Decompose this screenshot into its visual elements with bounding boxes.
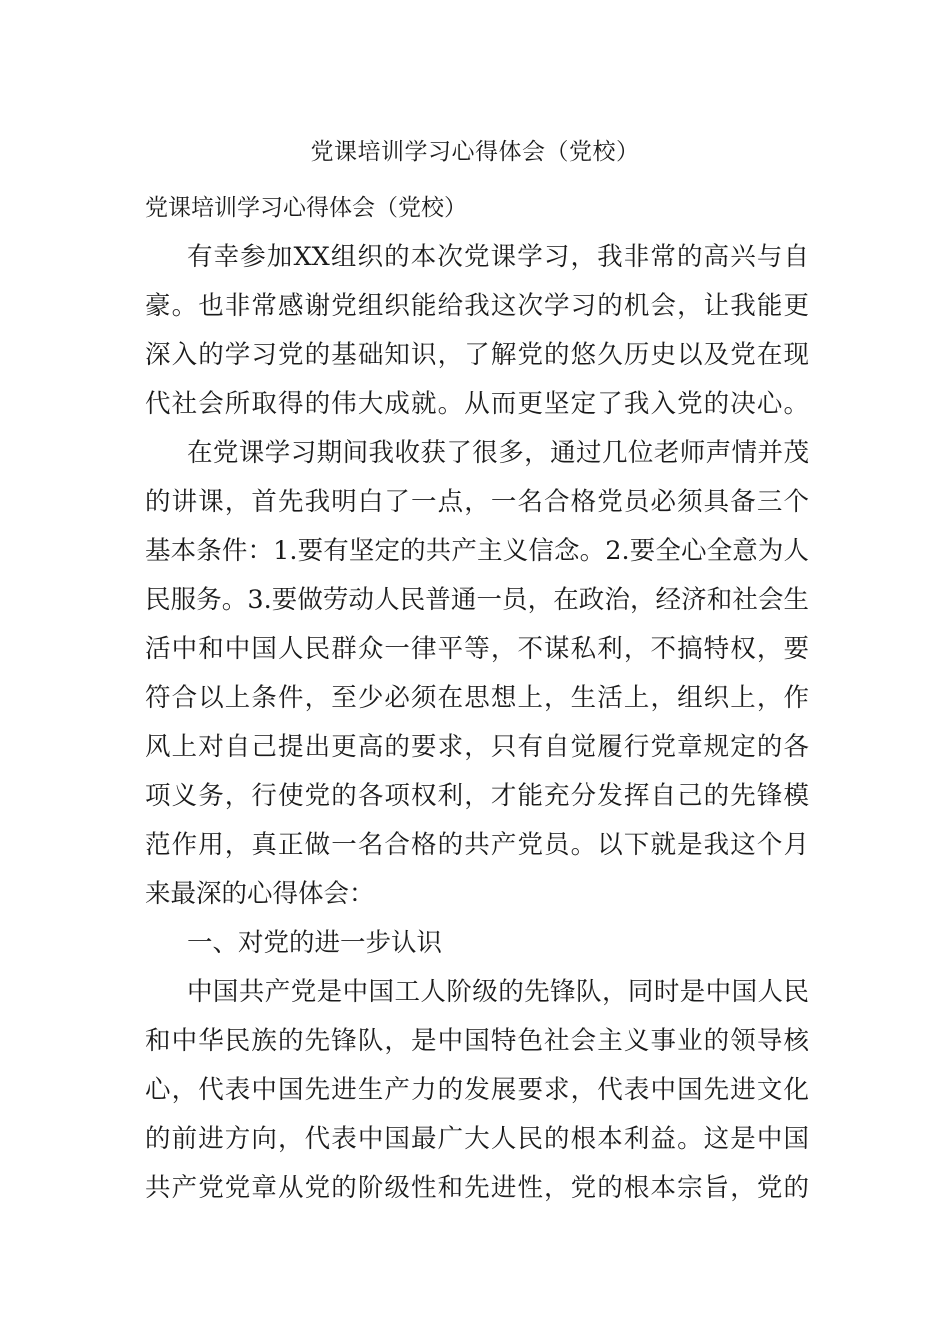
paragraph-3-line-5: 共产党党章从党的阶级性和先进性，党的根本宗旨，党的 <box>145 1173 809 1203</box>
document-body <box>145 184 809 1213</box>
paragraph-3-line-4: 的前进方向，代表中国最广大人民的根本利益。这是中国 <box>145 1124 809 1154</box>
paragraph-3-line-3: 心，代表中国先进生产力的发展要求，代表中国先进文化 <box>145 1075 809 1105</box>
paragraph-2-line-7: 风上对自己提出更高的要求，只有自觉履行党章规定的各 <box>145 732 809 762</box>
paragraph-1-line-1: 有幸参加XX组织的本次党课学习，我非常的高兴与自 <box>187 242 809 272</box>
paragraph-3-line-1: 中国共产党是中国工人阶级的先锋队，同时是中国人民 <box>187 977 809 1007</box>
paragraph-2-line-2: 的讲课，首先我明白了一点，一名合格党员必须具备三个 <box>145 487 809 517</box>
paragraph-2-line-1: 在党课学习期间我收获了很多，通过几位老师声情并茂 <box>187 438 809 468</box>
paragraph-2-line-9: 范作用，真正做一名合格的共产党员。以下就是我这个月 <box>145 830 809 860</box>
section-heading-1: 一、对党的进一步认识 <box>187 928 443 958</box>
paragraph-2-line-8: 项义务，行使党的各项权利，才能充分发挥自己的先锋模 <box>145 781 809 811</box>
paragraph-3-line-2: 和中华民族的先锋队，是中国特色社会主义事业的领导核 <box>145 1026 809 1056</box>
paragraph-2-line-5: 活中和中国人民群众一律平等，不谋私利，不搞特权，要 <box>145 634 809 664</box>
paragraph-2-line-10: 来最深的心得体会： <box>145 879 375 909</box>
paragraph-1-line-3: 深入的学习党的基础知识，了解党的悠久历史以及党在现 <box>145 340 809 370</box>
document-subtitle: 党课培训学习心得体会（党校） <box>145 195 467 221</box>
paragraph-1-line-2: 豪。也非常感谢党组织能给我这次学习的机会，让我能更 <box>145 291 809 321</box>
paragraph-2-line-6: 符合以上条件，至少必须在思想上，生活上，组织上，作 <box>145 683 809 713</box>
paragraph-2-line-4: 民服务。3.要做劳动人民普通一员，在政治，经济和社会生 <box>145 585 809 615</box>
document-title: 党课培训学习心得体会（党校） <box>310 139 640 165</box>
paragraph-2-line-3: 基本条件：1.要有坚定的共产主义信念。2.要全心全意为人 <box>145 536 809 566</box>
paragraph-1-line-4: 代社会所取得的伟大成就。从而更坚定了我入党的决心。 <box>145 389 809 419</box>
